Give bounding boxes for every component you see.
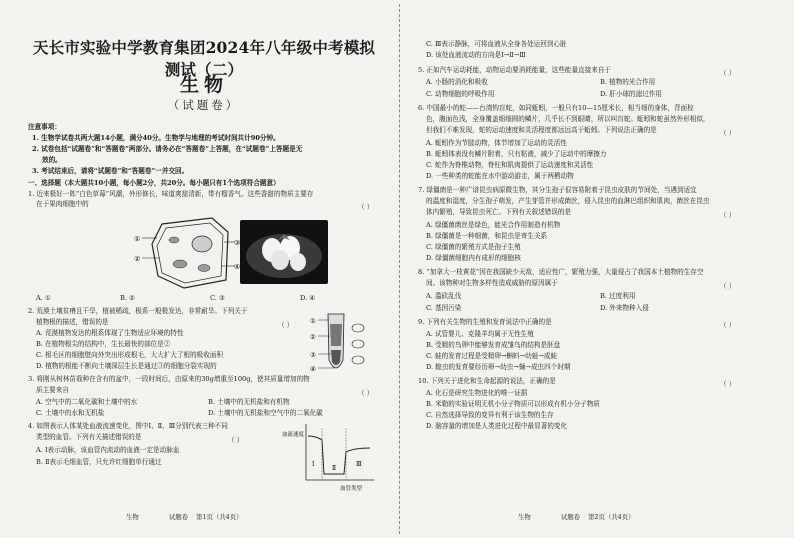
cell-label: ②: [134, 255, 141, 263]
q2-option-c: C. 根毛区的细胞壁向外突出形成根毛，大大扩大了根的吸收面积: [36, 351, 224, 359]
q3-option-a: A. 空气中的二氧化碳和土壤中的水: [36, 398, 138, 406]
question-6-text: 6. 中国最小的蛇——台湾钩盲蛇，如同蚯蚓，一般只有10—15厘米长，相当细的身体，背面棕: [418, 104, 694, 112]
q3-option-b: B. 土壤中的无机盐和有机物: [208, 398, 290, 406]
answer-paren: （ ）: [720, 129, 736, 137]
q7-option-a: A. 绿僵菌菌丝是绿色，能光合作用制造有机物: [426, 221, 561, 229]
q6-option-c: C. 蛇作为脊椎动物，脊柱和肌肉提供了运动速度和灵活性: [426, 161, 594, 169]
q4-option-c: C. Ⅲ表示静脉，可将血液从全身各处运回到心脏: [426, 40, 567, 48]
q7-option-c: C. 绿僵菌的繁殖方式是孢子生殖: [426, 243, 521, 251]
q8-option-d: D. 外来物种入侵: [600, 304, 649, 312]
q1-option-a: A. ①: [36, 294, 51, 302]
q5-option-b: B. 植物的光合作用: [600, 78, 656, 86]
question-4-text: 4. 如图表示人体某处血液流速变化，图中Ⅰ、Ⅱ、Ⅲ分别代表三种不同: [28, 422, 228, 430]
question-5-text: 5. 正如汽车运动耗能，动物运动要消耗能量，这些能量直接来自于: [418, 66, 612, 74]
question-6-text: 但我们不难发现，蛇的运动速度和灵活程度都远远高于蚯蚓。下列说法正确的是: [426, 126, 657, 134]
question-3-text: 质主要来自: [36, 386, 69, 394]
plant-cell-diagram: [134, 214, 241, 292]
question-8-text: 间。该物种对生物多样性造成威胁的原因属于: [426, 279, 558, 287]
right-footer: [518, 512, 635, 521]
answer-paren: （ ）: [228, 436, 244, 444]
question-2-text: 2. 荒漠土壤贫瘠且干旱，植被稀疏，极系一般极发达，非常耐旱。下列关于: [28, 307, 248, 315]
white-strawberry-photo: [240, 220, 328, 284]
exam-title: 天长市实验中学教育集团2024年八年级中考模拟测试（二）: [32, 38, 376, 79]
q10-option-b: B. 米勒的实验证明无机小分子物质可以形成有机小分子物质: [426, 400, 600, 408]
q10-option-a: A. 化石是研究生物进化的唯一证据: [426, 389, 528, 397]
q3-option-d: D. 土壤中的无机盐和空气中的二氧化碳: [208, 409, 323, 417]
answer-paren: （ ）: [720, 69, 736, 77]
q2-option-b: B. 在植物根尖的结构中，生长最快的部位是②: [36, 340, 171, 348]
q9-option-c: C. 蛙的发育过程是受精卵→蝌蚪→幼蛙→成蛙: [426, 352, 558, 360]
q8-option-c: C. 基因污染: [426, 304, 462, 312]
left-page: [28, 0, 380, 538]
q5-option-d: D. 肝小球的滤过作用: [600, 90, 662, 98]
q4-option-b: B. Ⅱ表示毛细血管，只允许红细胞单行通过: [36, 458, 162, 466]
notes-item: 2. 试卷包括“试题卷”和“答题卷”两部分。请务必在“答题卷”上答题，在“试题卷”上答题是无: [32, 145, 303, 153]
answer-paren: （ ）: [720, 282, 736, 290]
notes-heading: 注意事项：: [28, 123, 61, 131]
question-3-text: 3. 将刚从树林苗栽种在含有的盆中，一段时间后，由原来的30g增重至100g，使其质量增加的物: [28, 375, 310, 383]
answer-paren: （ ）: [358, 203, 374, 211]
footer-paper: 试题卷: [168, 513, 188, 521]
answer-paren: （ ）: [720, 321, 736, 329]
root-label: ②: [310, 333, 316, 341]
question-1-text: 1. 近来极好一阵“白色草莓”风潮，外形修长，味道爽甜清新，带有榴香气。这些香甜的物质主要存: [28, 190, 314, 198]
q2-option-a: A. 荒漠植物发达的根系体现了生物适应环境的特性: [36, 329, 184, 337]
question-7-text: 体内繁殖，导致昆虫死亡。下列有关叙述错误的是: [426, 208, 572, 216]
question-7-text: 的温度和湿度，分生孢子萌发，产生芽管并形成菌丝，侵入昆虫的血淋巴组织和肌肉，菌丝在昆虫: [426, 197, 710, 205]
q10-option-d: D. 脑容量的增加是人类进化过程中最显著的变化: [426, 422, 568, 430]
subject-heading: 生物: [179, 74, 228, 96]
q8-option-b: B. 过度利用: [600, 292, 636, 300]
q9-option-b: B. 受精的鸟卵中能够发育成雏鸟的结构是胚盘: [426, 341, 561, 349]
q1-option-b: B. ②: [120, 294, 135, 302]
section-heading: 一、选择题（本大题共10小题，每小题2分，共20分。每小题只有1个选项符合题意）: [28, 179, 280, 187]
question-8-text: 8. “加拿大一枝黄花”因在我国缺少天敌，适应性广，繁殖力强，大量侵占了我国本土植物的生存空: [418, 268, 704, 276]
q3-option-c: C. 土壤中的水和无机盐: [36, 409, 105, 417]
footer-paper: 试题卷: [560, 513, 580, 521]
question-6-text: 色，腹面色浅，全身覆盖细细圆的鳞片，几乎长不到眼睛，所以叫盲蛇。蚯蚓和蛇虽然外形相似，: [426, 115, 710, 123]
answer-paren: （ ）: [720, 211, 736, 219]
answer-paren: （ ）: [358, 389, 374, 397]
q4-option-d: D. 该处血液流动的方向是Ⅰ→Ⅱ→Ⅲ: [426, 51, 526, 59]
paper-type: （试题卷）: [167, 98, 241, 112]
q7-option-b: B. 绿僵菌是一种细菌，和昆虫是寄生关系: [426, 232, 548, 240]
footer-subject: 生物: [126, 513, 139, 521]
notes-item: 效的。: [42, 156, 62, 164]
cell-label: ④: [234, 263, 241, 271]
chart-xlabel: 血管类型: [340, 486, 363, 492]
question-10-text: 10. 下列关于进化和生命起源的说法，正确的是: [418, 377, 556, 385]
q6-option-a: A. 蚯蚓作为节肢动物，体节增加了运动的灵活性: [426, 139, 567, 147]
question-4-text: 类型的血管。下列有关描述错误的是: [36, 433, 142, 441]
q8-option-a: A. 滥砍乱伐: [426, 292, 462, 300]
chart-region-label: Ⅲ: [356, 461, 362, 468]
q5-option-a: A. 小肠的消化和吸收: [426, 78, 488, 86]
cell-label: ①: [134, 235, 141, 243]
cell-label: ③: [234, 239, 241, 247]
notes-item: 3. 考试结束后，请将“试题卷”和“答题卷”一并交回。: [32, 167, 189, 175]
chart-region-label: Ⅰ: [312, 461, 315, 468]
root-label: ①: [310, 317, 316, 325]
q6-option-b: B. 蚯蚓体表没有鳞片附着，只有粘液，减少了运动中的摩擦力: [426, 150, 607, 158]
footer-page: 第2页（共4页）: [588, 513, 635, 521]
question-7-text: 7. 绿僵菌是一种广谱昆虫病原微生物，其分生孢子很容易附着于昆虫皮肤的节间处，当遇到适宜: [418, 186, 697, 194]
blood-flow-chart: [282, 418, 378, 494]
question-9-text: 9. 下列有关生物的生殖和发育说法中正确的是: [418, 318, 552, 326]
left-footer: [126, 512, 243, 521]
page-divider: [399, 4, 400, 534]
q9-option-d: D. 蝗虫的发育要经历卵→幼虫→蛹→成虫四个时期: [426, 363, 571, 371]
answer-paren: （ ）: [278, 321, 294, 329]
footer-subject: 生物: [518, 513, 531, 521]
q9-option-a: A. 试管婴儿、克隆羊均属于无性生殖: [426, 330, 534, 338]
q4-option-a: A. Ⅰ表示动脉，该血管内流动的血液一定是动脉血: [36, 446, 180, 454]
q5-option-c: C. 动物细胞的呼吸作用: [426, 90, 495, 98]
q6-option-d: D. 一些种类的蛇能在水中游动游走，属于两栖动物: [426, 172, 574, 180]
root-label: ③: [310, 351, 316, 359]
chart-ylabel: 血流速度: [282, 432, 305, 438]
question-2-text: 植物根的描述，错误的是: [36, 318, 109, 326]
question-1-text: 在于果肉细胞中的: [36, 200, 89, 208]
right-page: [418, 0, 766, 538]
q1-option-c: C. ③: [210, 294, 225, 302]
q1-option-d: D. ④: [300, 294, 316, 302]
footer-page: 第1页（共4页）: [196, 513, 243, 521]
answer-paren: （ ）: [720, 380, 736, 388]
notes-item: 1. 生物学试卷共两大题14小题，满分40分。生物学与地理的考试时间共计90分钟。: [32, 134, 280, 142]
q7-option-d: D. 绿僵菌细胞内有成形的细胞核: [426, 254, 521, 262]
q10-option-c: C. 自然选择导致的变异有利于该生物的生存: [426, 411, 554, 419]
root-tip-diagram: [310, 310, 370, 380]
q2-option-d: D. 植物的根能不断向土壤深层生长是通过③的细胞分裂实现的: [36, 362, 217, 370]
root-label: ④: [310, 365, 316, 373]
chart-region-label: Ⅱ: [332, 465, 337, 472]
